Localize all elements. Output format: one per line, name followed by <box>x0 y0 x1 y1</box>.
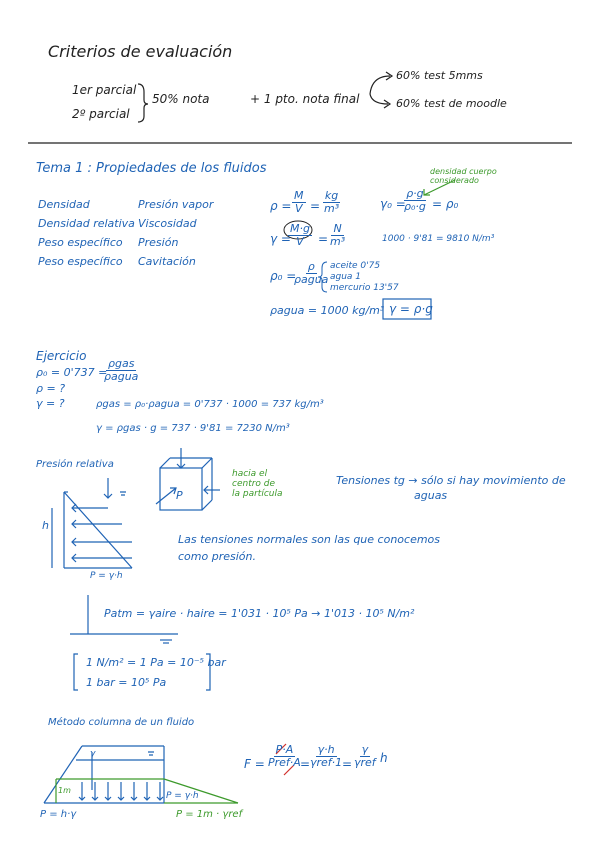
one-m-label: 1m <box>58 786 71 795</box>
gamma-value: 1000 · 9'81 = 9810 N/m³ <box>382 234 495 244</box>
gamma-units-fraction: $\frac{N}{\text{m³}}$ <box>330 222 346 249</box>
section-title-metodo: Método columna de un fluido <box>48 717 195 728</box>
rel-item: mercurio 13'57 <box>330 283 399 293</box>
gamma0-fraction: $\frac{\rho\cdot g}{\text{ρ₀·g}}$ <box>404 187 426 214</box>
p-left-label: P = h·γ <box>40 809 77 820</box>
rel-item: agua 1 <box>330 272 362 282</box>
units-bracket-left <box>74 654 78 690</box>
normales-text: Las tensiones normales son las que conocemos <box>178 533 441 546</box>
rho-units-fraction: $\frac{kg}{\text{m³}}$ <box>324 189 340 216</box>
property-item: Densidad <box>38 198 90 211</box>
arrow-down <box>370 94 388 104</box>
plus-final: + 1 pto. nota final <box>250 92 360 106</box>
page-title: Criterios de evaluación <box>48 42 233 61</box>
gamma-lhs: γ = <box>270 232 291 246</box>
section-title-tema: Tema 1 : Propiedades de los fluidos <box>36 161 267 176</box>
ejercicio-calc: ρgas = ρ₀·ρagua = 0'737 · 1000 = 737 kg/m³ <box>96 399 324 410</box>
test-mms: 60% test 5mms <box>396 69 483 82</box>
normales-text-2: como presión. <box>178 550 256 563</box>
ejercicio-line: ρ₀ = 0'737 = <box>36 366 108 379</box>
f-fraction: γ·h γref·1 <box>310 743 343 770</box>
pct-nota: 50% nota <box>152 92 210 106</box>
gamma0-rhs: = ρ₀ <box>432 197 459 211</box>
rho-fraction: $\frac{M}{V}$ <box>294 189 304 216</box>
f-lhs: F = <box>244 757 265 771</box>
section-title-presion: Presión relativa <box>36 459 114 470</box>
f-fraction: P·A Pref·A <box>268 743 301 770</box>
h-label: h <box>42 519 49 532</box>
boxed-formula: γ = ρ·g <box>389 302 433 316</box>
patm-formula: Patm = γaire · haire = 1'031 · 10⁵ Pa → 1'013 · 10⁵ N/m² <box>104 607 415 620</box>
pressure-diagram <box>52 478 132 568</box>
property-item: Cavitación <box>138 255 196 268</box>
p-gamma-h: P = γ·h <box>166 791 199 801</box>
gamma0-lhs: γ₀ = <box>380 197 406 211</box>
green-note-line: centro de <box>232 479 276 489</box>
header-brace <box>138 84 148 122</box>
f-tail: h <box>380 751 388 765</box>
ejercicio-line: ρ = ? <box>36 382 66 395</box>
property-item: Peso específico <box>38 236 123 249</box>
property-item: Densidad relativa <box>38 217 135 230</box>
p-green-label: P = 1m · γref <box>176 809 243 820</box>
f-fraction: γ γref <box>354 743 376 770</box>
property-item: Peso específico <box>38 255 123 268</box>
green-note-line: la partícula <box>232 489 283 499</box>
rho-lhs: ρ = <box>270 199 292 213</box>
property-item: Presión vapor <box>138 198 214 211</box>
parcial-2: 2º parcial <box>72 107 130 121</box>
tensiones-text-2: aguas <box>414 489 448 502</box>
green-note-line: hacia el <box>232 469 268 479</box>
property-item: Presión <box>138 236 179 249</box>
tensiones-text: Tensiones tg → sólo si hay movimiento de <box>336 474 566 487</box>
cube <box>156 448 220 510</box>
parcial-1: 1er parcial <box>72 83 137 97</box>
rel-lhs: ρ₀ = <box>270 269 297 283</box>
unit-conversion: 1 N/m² = 1 Pa = 10⁻⁵ bar <box>86 656 226 669</box>
rel-item: aceite 0'75 <box>330 261 381 271</box>
gamma-fraction: $\frac{M\cdot g}{V}$ <box>290 222 310 249</box>
ejercicio-calc: γ = ρgas · g = 737 · 9'81 = 7230 N/m³ <box>96 423 290 434</box>
rel-fraction: ρ ρagua <box>294 260 329 287</box>
property-item: Viscosidad <box>138 217 197 230</box>
ejercicio-fraction: ρgas ρagua <box>104 357 139 384</box>
test-moodle: 60% test de moodle <box>396 97 507 110</box>
p-label: P = γ·h <box>90 571 123 581</box>
ejercicio-line: γ = ? <box>36 397 65 410</box>
cube-p-label: P <box>176 489 183 502</box>
water-density: ρagua = 1000 kg/m³ <box>270 304 385 317</box>
section-title-ejercicio: Ejercicio <box>36 349 87 363</box>
green-note-density: densidad cuerpo considerado <box>430 167 497 185</box>
unit-conversion: 1 bar = 10⁵ Pa <box>86 676 167 689</box>
